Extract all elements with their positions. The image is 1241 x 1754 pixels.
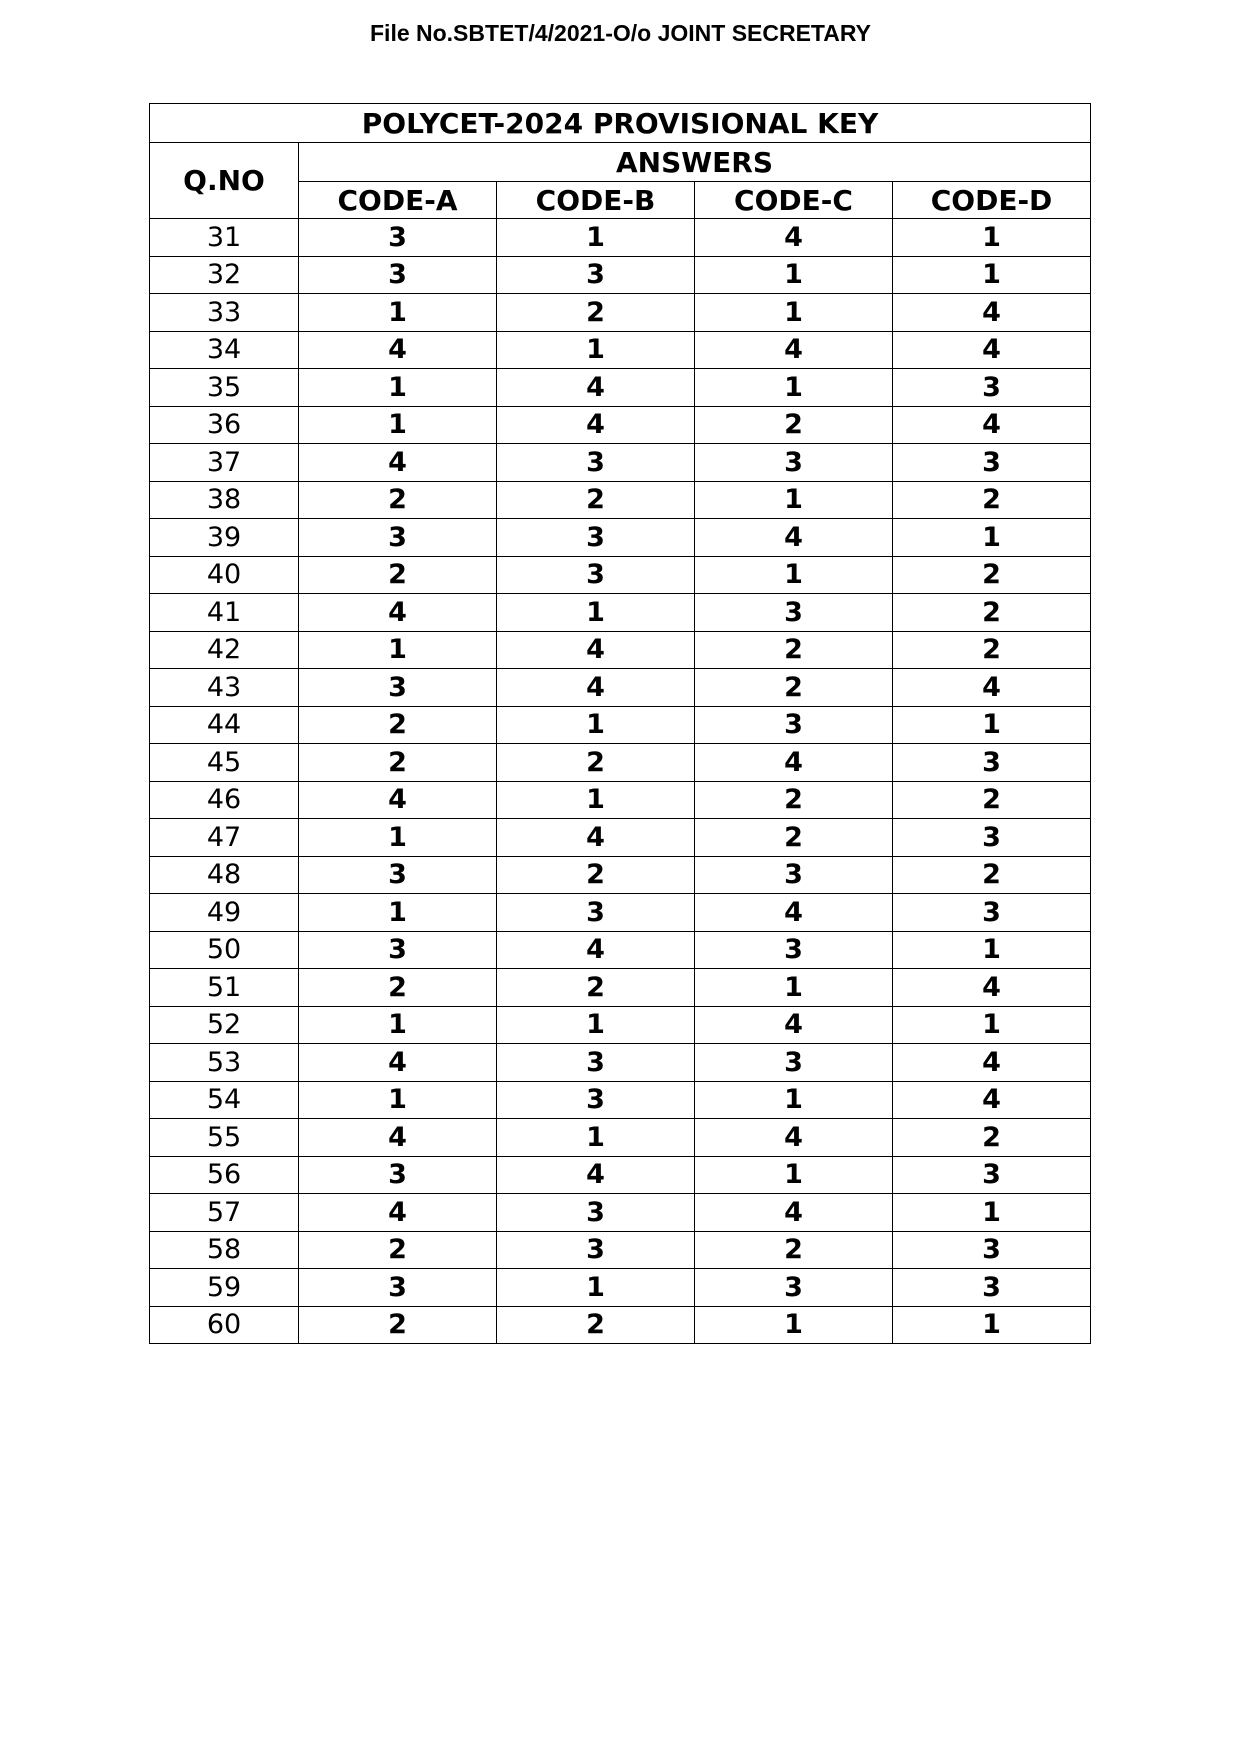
- answer-code-a: 2: [299, 481, 497, 519]
- table-row: [150, 706, 1091, 744]
- question-number: 57: [150, 1194, 299, 1232]
- answer-code-a: 3: [299, 1269, 497, 1307]
- answer-code-a: 4: [299, 331, 497, 369]
- answer-code-b: 4: [497, 931, 695, 969]
- answer-code-d: 2: [893, 594, 1091, 632]
- question-number: 43: [150, 669, 299, 707]
- answer-code-a: 4: [299, 1119, 497, 1157]
- answer-code-d: 2: [893, 781, 1091, 819]
- table-row: [150, 481, 1091, 519]
- answer-code-c: 4: [695, 1006, 893, 1044]
- answer-code-c: 1: [695, 256, 893, 294]
- question-number: 54: [150, 1081, 299, 1119]
- question-number: 37: [150, 444, 299, 482]
- question-number: 38: [150, 481, 299, 519]
- answer-code-d: 3: [893, 369, 1091, 407]
- answer-code-b: 3: [497, 1194, 695, 1232]
- answer-code-a: 1: [299, 631, 497, 669]
- answer-code-c: 3: [695, 1269, 893, 1307]
- answer-code-c: 4: [695, 894, 893, 932]
- table-title: POLYCET-2024 PROVISIONAL KEY: [150, 104, 1091, 143]
- table-row: [150, 1006, 1091, 1044]
- answer-code-b: 3: [497, 1231, 695, 1269]
- answer-code-c: 3: [695, 594, 893, 632]
- answer-code-a: 1: [299, 1006, 497, 1044]
- answer-code-d: 1: [893, 519, 1091, 557]
- answer-code-c: 1: [695, 1081, 893, 1119]
- answer-code-b: 4: [497, 631, 695, 669]
- answer-code-b: 2: [497, 481, 695, 519]
- answer-code-a: 2: [299, 556, 497, 594]
- answer-code-c: 2: [695, 1231, 893, 1269]
- answer-code-a: 1: [299, 819, 497, 857]
- answer-code-b: 4: [497, 369, 695, 407]
- answer-code-c: 4: [695, 331, 893, 369]
- answer-code-b: 4: [497, 406, 695, 444]
- answer-code-d: 3: [893, 444, 1091, 482]
- answer-code-a: 1: [299, 1081, 497, 1119]
- answer-code-a: 3: [299, 256, 497, 294]
- answer-code-b: 3: [497, 894, 695, 932]
- answer-code-d: 4: [893, 294, 1091, 332]
- answer-key-table: [149, 103, 1091, 1344]
- answer-code-c: 3: [695, 706, 893, 744]
- answer-code-d: 1: [893, 1006, 1091, 1044]
- answer-code-b: 3: [497, 256, 695, 294]
- answer-code-c: 4: [695, 1119, 893, 1157]
- answer-code-a: 4: [299, 444, 497, 482]
- answer-code-c: 2: [695, 406, 893, 444]
- table-row: [150, 1231, 1091, 1269]
- answer-code-a: 3: [299, 1156, 497, 1194]
- question-number: 42: [150, 631, 299, 669]
- table-row: [150, 444, 1091, 482]
- question-number: 47: [150, 819, 299, 857]
- answer-code-c: 1: [695, 969, 893, 1007]
- answer-code-b: 1: [497, 594, 695, 632]
- answer-code-a: 1: [299, 406, 497, 444]
- answer-code-d: 4: [893, 331, 1091, 369]
- answer-code-b: 2: [497, 969, 695, 1007]
- table-row: [150, 1194, 1091, 1232]
- answer-code-a: 1: [299, 294, 497, 332]
- answer-code-c: 1: [695, 1306, 893, 1344]
- answer-code-d: 1: [893, 931, 1091, 969]
- question-number: 55: [150, 1119, 299, 1157]
- answer-code-a: 3: [299, 519, 497, 557]
- question-number: 51: [150, 969, 299, 1007]
- answer-code-d: 3: [893, 1231, 1091, 1269]
- answer-code-c: 4: [695, 519, 893, 557]
- answer-code-d: 2: [893, 856, 1091, 894]
- answer-code-b: 1: [497, 219, 695, 257]
- answer-code-b: 3: [497, 444, 695, 482]
- answer-code-b: 2: [497, 856, 695, 894]
- answer-code-c: 1: [695, 294, 893, 332]
- answer-code-b: 4: [497, 1156, 695, 1194]
- answer-code-c: 2: [695, 669, 893, 707]
- question-number: 40: [150, 556, 299, 594]
- question-number: 49: [150, 894, 299, 932]
- answer-code-c: 2: [695, 781, 893, 819]
- answer-code-d: 4: [893, 1081, 1091, 1119]
- table-row: [150, 1306, 1091, 1344]
- answer-code-b: 1: [497, 1269, 695, 1307]
- table-row: [150, 669, 1091, 707]
- answer-code-d: 1: [893, 1306, 1091, 1344]
- answer-code-d: 2: [893, 556, 1091, 594]
- answer-code-b: 2: [497, 744, 695, 782]
- question-number: 32: [150, 256, 299, 294]
- answer-code-a: 1: [299, 369, 497, 407]
- answer-rows: [150, 219, 1091, 1344]
- answer-code-a: 4: [299, 1194, 497, 1232]
- answer-code-c: 4: [695, 1194, 893, 1232]
- answer-code-b: 1: [497, 1006, 695, 1044]
- answers-header: ANSWERS: [299, 143, 1091, 182]
- table-row: [150, 1269, 1091, 1307]
- answer-code-a: 3: [299, 219, 497, 257]
- answer-code-d: 2: [893, 1119, 1091, 1157]
- question-number: 34: [150, 331, 299, 369]
- answer-code-d: 1: [893, 1194, 1091, 1232]
- table-row: [150, 219, 1091, 257]
- answer-code-b: 3: [497, 1081, 695, 1119]
- answer-code-d: 4: [893, 969, 1091, 1007]
- answer-code-d: 3: [893, 1269, 1091, 1307]
- answer-code-a: 1: [299, 894, 497, 932]
- code-c-header: CODE-C: [695, 182, 893, 219]
- answer-code-d: 1: [893, 256, 1091, 294]
- question-number: 52: [150, 1006, 299, 1044]
- question-number: 33: [150, 294, 299, 332]
- table-row: [150, 894, 1091, 932]
- question-number: 45: [150, 744, 299, 782]
- answer-code-c: 1: [695, 481, 893, 519]
- answer-code-a: 3: [299, 931, 497, 969]
- answer-code-b: 4: [497, 819, 695, 857]
- question-number: 50: [150, 931, 299, 969]
- answer-code-c: 1: [695, 1156, 893, 1194]
- answer-code-b: 1: [497, 1119, 695, 1157]
- question-number: 41: [150, 594, 299, 632]
- answer-code-a: 2: [299, 1231, 497, 1269]
- table-row: [150, 594, 1091, 632]
- table-row: [150, 781, 1091, 819]
- answer-code-b: 1: [497, 706, 695, 744]
- answer-code-d: 4: [893, 406, 1091, 444]
- table-row: [150, 294, 1091, 332]
- answer-code-a: 4: [299, 594, 497, 632]
- answer-code-d: 3: [893, 744, 1091, 782]
- table-row: [150, 931, 1091, 969]
- answer-code-b: 1: [497, 781, 695, 819]
- table-row: [150, 369, 1091, 407]
- answer-code-a: 4: [299, 781, 497, 819]
- answer-code-b: 4: [497, 669, 695, 707]
- question-number: 36: [150, 406, 299, 444]
- question-number: 46: [150, 781, 299, 819]
- question-number: 60: [150, 1306, 299, 1344]
- answer-code-b: 3: [497, 519, 695, 557]
- answer-code-c: 3: [695, 444, 893, 482]
- answer-code-c: 4: [695, 219, 893, 257]
- question-number: 58: [150, 1231, 299, 1269]
- code-a-header: CODE-A: [299, 182, 497, 219]
- question-number: 53: [150, 1044, 299, 1082]
- table-row: [150, 856, 1091, 894]
- answer-code-c: 2: [695, 631, 893, 669]
- answer-code-a: 3: [299, 856, 497, 894]
- answer-code-a: 2: [299, 744, 497, 782]
- table-row: [150, 969, 1091, 1007]
- question-number: 56: [150, 1156, 299, 1194]
- table-row: [150, 631, 1091, 669]
- table-row: [150, 256, 1091, 294]
- answer-code-d: 4: [893, 669, 1091, 707]
- code-b-header: CODE-B: [497, 182, 695, 219]
- table-row: [150, 1156, 1091, 1194]
- answer-code-d: 1: [893, 219, 1091, 257]
- answer-code-d: 1: [893, 706, 1091, 744]
- answer-code-c: 1: [695, 369, 893, 407]
- table-row: [150, 331, 1091, 369]
- answer-code-c: 2: [695, 819, 893, 857]
- table-row: [150, 556, 1091, 594]
- answer-code-a: 2: [299, 1306, 497, 1344]
- table-row: [150, 819, 1091, 857]
- answer-code-d: 3: [893, 894, 1091, 932]
- answer-code-b: 3: [497, 1044, 695, 1082]
- table-row: [150, 406, 1091, 444]
- answer-code-c: 3: [695, 856, 893, 894]
- answer-code-a: 4: [299, 1044, 497, 1082]
- table-row: [150, 1044, 1091, 1082]
- question-number: 59: [150, 1269, 299, 1307]
- answer-code-a: 2: [299, 706, 497, 744]
- table-row: [150, 1119, 1091, 1157]
- answer-code-c: 3: [695, 1044, 893, 1082]
- question-number: 44: [150, 706, 299, 744]
- answer-code-d: 2: [893, 481, 1091, 519]
- answer-code-c: 3: [695, 931, 893, 969]
- table-row: [150, 519, 1091, 557]
- answer-code-d: 4: [893, 1044, 1091, 1082]
- answer-code-a: 2: [299, 969, 497, 1007]
- table-row: [150, 1081, 1091, 1119]
- question-number: 39: [150, 519, 299, 557]
- answer-code-a: 3: [299, 669, 497, 707]
- answer-code-c: 1: [695, 556, 893, 594]
- answer-code-b: 2: [497, 294, 695, 332]
- code-d-header: CODE-D: [893, 182, 1091, 219]
- question-number: 35: [150, 369, 299, 407]
- answer-code-b: 2: [497, 1306, 695, 1344]
- table-row: [150, 744, 1091, 782]
- question-number: 31: [150, 219, 299, 257]
- qno-column-header: Q.NO: [150, 143, 299, 219]
- answer-code-b: 3: [497, 556, 695, 594]
- file-number-header: File No.SBTET/4/2021-O/o JOINT SECRETARY: [370, 20, 871, 46]
- answer-code-c: 4: [695, 744, 893, 782]
- answer-code-d: 3: [893, 1156, 1091, 1194]
- answer-code-b: 1: [497, 331, 695, 369]
- answer-code-d: 3: [893, 819, 1091, 857]
- question-number: 48: [150, 856, 299, 894]
- answer-code-d: 2: [893, 631, 1091, 669]
